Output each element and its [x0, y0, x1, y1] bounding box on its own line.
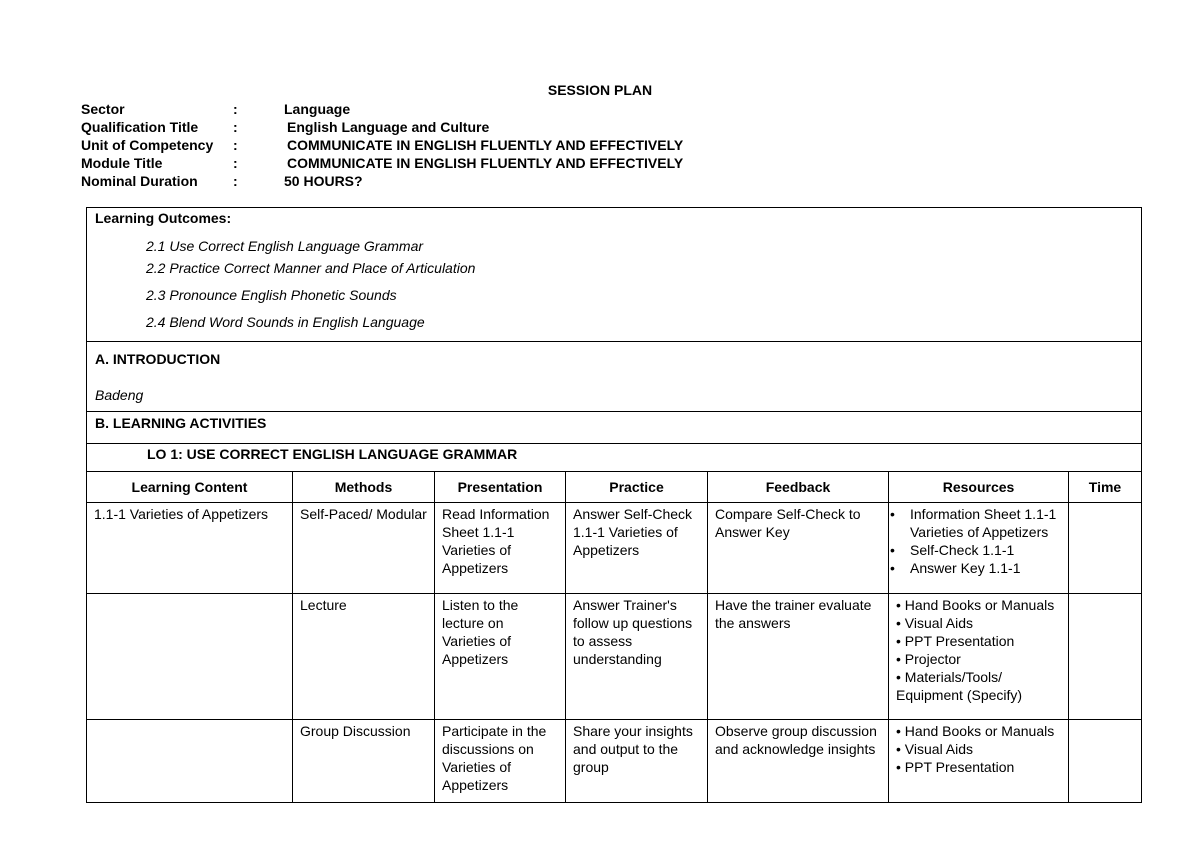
meta-label: Nominal Duration [81, 173, 198, 189]
learning-activities-heading: B. LEARNING ACTIVITIES [95, 415, 267, 431]
resource-item: • Hand Books or Manuals [896, 596, 1061, 614]
resource-list [896, 722, 1061, 776]
cell-time [1069, 594, 1142, 720]
learning-outcomes-heading: Learning Outcomes: [95, 210, 232, 226]
cell-presentation: Read Information Sheet 1.1-1 Varieties of Appetizers [435, 503, 566, 594]
column-header: Time [1069, 472, 1142, 503]
meta-colon: : [233, 173, 238, 189]
learning-outcome-item: 2.3 Pronounce English Phonetic Sounds [146, 287, 397, 303]
meta-value: 50 HOURS? [284, 173, 363, 189]
column-header: Feedback [708, 472, 889, 503]
cell-resources [889, 503, 1069, 594]
resource-list [890, 505, 1061, 577]
meta-value: English Language and Culture [287, 119, 490, 135]
cell-practice: Answer Trainer's follow up questions to assess understanding [566, 594, 708, 720]
meta-label: Unit of Competency [81, 137, 214, 153]
resource-item: • PPT Presentation [896, 632, 1061, 650]
meta-colon: : [233, 101, 238, 117]
cell-feedback: Have the trainer evaluate the answers [708, 594, 889, 720]
resource-list [896, 596, 1061, 704]
cell-method: Group Discussion [293, 720, 435, 803]
meta-value: COMMUNICATE IN ENGLISH FLUENTLY AND EFFECTIVELY [287, 155, 684, 171]
document-title: SESSION PLAN [547, 82, 653, 98]
column-header: Practice [566, 472, 708, 503]
activities-table [86, 471, 1142, 803]
cell-feedback: Observe group discussion and acknowledge insights [708, 720, 889, 803]
column-header: Resources [889, 472, 1069, 503]
learning-outcome-item: 2.1 Use Correct English Language Grammar [146, 238, 424, 254]
cell-presentation: Participate in the discussions on Varieties of Appetizers [435, 720, 566, 803]
meta-value: COMMUNICATE IN ENGLISH FLUENTLY AND EFFECTIVELY [287, 137, 684, 153]
table-header-row [87, 472, 1142, 503]
resource-item: • Answer Key 1.1-1 [890, 559, 1061, 577]
meta-label: Qualification Title [81, 119, 199, 135]
meta-label: Module Title [81, 155, 163, 171]
cell-resources [889, 720, 1069, 803]
resource-item: • Hand Books or Manuals [896, 722, 1061, 740]
column-header: Learning Content [87, 472, 293, 503]
cell-content [87, 720, 293, 803]
lo-title-box [86, 443, 1142, 472]
table-row [87, 503, 1142, 594]
meta-value: Language [284, 101, 351, 117]
introduction-box [86, 341, 1142, 412]
resource-item: • Information Sheet 1.1-1 Varieties of Appetizers [890, 505, 1061, 541]
cell-practice: Share your insights and output to the group [566, 720, 708, 803]
meta-colon: : [233, 155, 238, 171]
cell-content: 1.1-1 Varieties of Appetizers [87, 503, 293, 594]
resource-item: • Visual Aids [896, 740, 1061, 758]
cell-presentation: Listen to the lecture on Varieties of Appetizers [435, 594, 566, 720]
lo-title: LO 1: USE CORRECT ENGLISH LANGUAGE GRAMMAR [147, 446, 518, 462]
resource-item: • Materials/Tools/ Equipment (Specify) [896, 668, 1061, 704]
cell-content [87, 594, 293, 720]
learning-outcome-item: 2.2 Practice Correct Manner and Place of Articulation [146, 260, 476, 276]
learning-activities-box [86, 411, 1142, 444]
introduction-text: Badeng [95, 387, 144, 403]
resource-item: • Projector [896, 650, 1061, 668]
cell-feedback: Compare Self-Check to Answer Key [708, 503, 889, 594]
column-header: Methods [293, 472, 435, 503]
cell-practice: Answer Self-Check 1.1-1 Varieties of Appetizers [566, 503, 708, 594]
cell-time [1069, 720, 1142, 803]
meta-label: Sector [81, 101, 125, 117]
column-header: Presentation [435, 472, 566, 503]
learning-outcomes-box [86, 207, 1142, 342]
cell-method: Self-Paced/ Modular [293, 503, 435, 594]
meta-colon: : [233, 119, 238, 135]
meta-colon: : [233, 137, 238, 153]
learning-outcome-item: 2.4 Blend Word Sounds in English Language [146, 314, 425, 330]
cell-resources [889, 594, 1069, 720]
resource-item: • Self-Check 1.1-1 [890, 541, 1061, 559]
table-row [87, 720, 1142, 803]
resource-item: • PPT Presentation [896, 758, 1061, 776]
cell-time [1069, 503, 1142, 594]
resource-item: • Visual Aids [896, 614, 1061, 632]
introduction-heading: A. INTRODUCTION [95, 351, 221, 367]
table-row [87, 594, 1142, 720]
cell-method: Lecture [293, 594, 435, 720]
